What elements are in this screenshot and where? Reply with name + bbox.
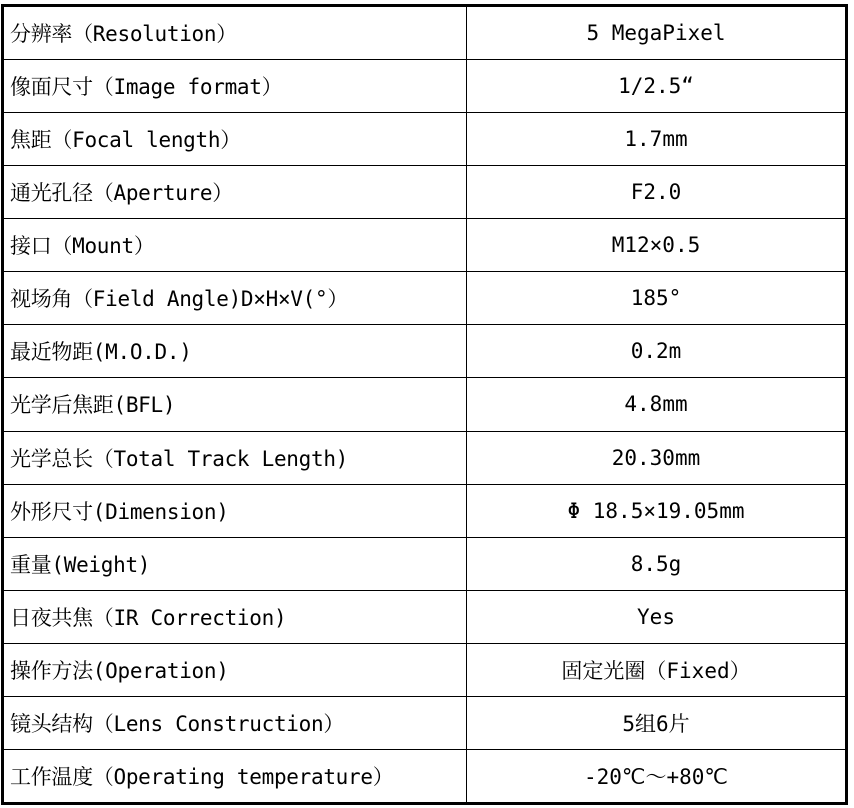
table-row: [3, 378, 847, 431]
table-row: [3, 590, 847, 643]
table-row: [3, 749, 847, 803]
spec-label-operating-temperature: 工作温度（Operating temperature）: [3, 749, 467, 803]
spec-value-resolution: 5 MegaPixel: [467, 6, 847, 60]
spec-value-operating-temperature: -20℃～+80℃: [467, 749, 847, 803]
spec-label-weight: 重量(Weight): [3, 537, 467, 590]
table-row: [3, 166, 847, 219]
table-row: [3, 219, 847, 272]
table-row: [3, 484, 847, 537]
spec-label-field-angle: 视场角（Field Angle)D×H×V(°）: [3, 272, 467, 325]
spec-label-total-track-length: 光学总长（Total Track Length): [3, 431, 467, 484]
table-row: [3, 431, 847, 484]
spec-label-resolution: 分辨率（Resolution）: [3, 6, 467, 60]
spec-value-aperture: F2.0: [467, 166, 847, 219]
spec-value-field-angle: 185°: [467, 272, 847, 325]
spec-label-mod: 最近物距(M.O.D.): [3, 325, 467, 378]
spec-label-focal-length: 焦距（Focal length）: [3, 113, 467, 166]
spec-value-total-track-length: 20.30mm: [467, 431, 847, 484]
spec-label-dimension: 外形尺寸(Dimension): [3, 484, 467, 537]
table-row: [3, 643, 847, 696]
spec-label-lens-construction: 镜头结构（Lens Construction）: [3, 696, 467, 749]
table-row: [3, 6, 847, 60]
table-row: [3, 272, 847, 325]
spec-value-mount: M12×0.5: [467, 219, 847, 272]
spec-value-bfl: 4.8mm: [467, 378, 847, 431]
spec-label-ir-correction: 日夜共焦（IR Correction): [3, 590, 467, 643]
spec-value-mod: 0.2m: [467, 325, 847, 378]
spec-label-mount: 接口（Mount）: [3, 219, 467, 272]
spec-value-dimension: Φ 18.5×19.05mm: [467, 484, 847, 537]
spec-value-ir-correction: Yes: [467, 590, 847, 643]
table-row: [3, 325, 847, 378]
spec-label-image-format: 像面尺寸（Image format）: [3, 60, 467, 113]
table-row: [3, 696, 847, 749]
spec-label-operation: 操作方法(Operation): [3, 643, 467, 696]
spec-value-focal-length: 1.7mm: [467, 113, 847, 166]
table-row: [3, 113, 847, 166]
spec-value-operation: 固定光圈（Fixed）: [467, 643, 847, 696]
spec-value-weight: 8.5g: [467, 537, 847, 590]
spec-label-bfl: 光学后焦距(BFL): [3, 378, 467, 431]
spec-value-lens-construction: 5组6片: [467, 696, 847, 749]
table-row: [3, 60, 847, 113]
lens-spec-table: [1, 4, 848, 805]
table-row: [3, 537, 847, 590]
spec-value-image-format: 1/2.5“: [467, 60, 847, 113]
spec-label-aperture: 通光孔径（Aperture）: [3, 166, 467, 219]
